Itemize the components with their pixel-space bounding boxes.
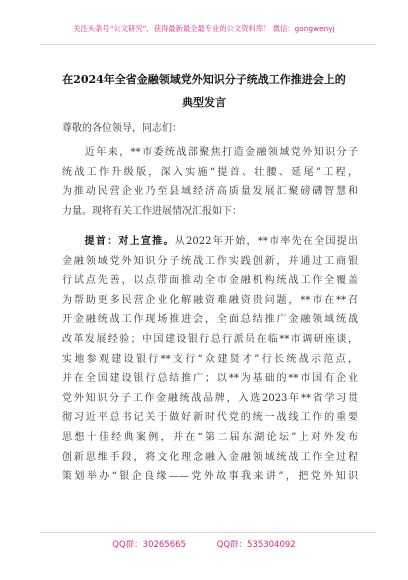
paragraph-line: 金融领域党外知识分子统战工作实践创新，并通过工商银 (62, 255, 358, 267)
footer-qq-group-1: QQ群：30265665 (112, 540, 186, 550)
section-lead: 提首：对上宣推。 (84, 236, 175, 247)
paragraph-line: 开金融统战工作现场推进会，全面总结推广金融领域统战 (62, 314, 358, 326)
paragraph-line: 实地参观建设银行**支行“众建贤才”行长统战示范点， (62, 353, 358, 365)
paragraph-text: 从2022年开始，**市率先在全国提出 (174, 236, 358, 247)
footer-contact (0, 538, 408, 550)
paragraph-line: 策划举办“银企良缘——党外故事我来讲”，把党外知识 (62, 471, 358, 483)
paragraph-line: 统战工作升级版，深入实施“提首、壮腰、延尾”工程， (62, 166, 358, 178)
paragraph-line: 力量。现将有关工作进展情况汇报如下： (62, 205, 242, 217)
document-title-line-2: 典型发言 (182, 96, 226, 109)
paragraph-line: 近年来，**市委统战部聚焦打造金融领域党外知识分子 (62, 147, 358, 158)
paragraph-line: 并在全国建设银行总结推广；以**为基础的**市国有企业 (62, 373, 358, 385)
paragraph-line: 彻习近平总书记关于做好新时代党的统一战线工作的重要 (62, 412, 358, 424)
document-title-line-1: 在2024年全省金融领域党外知识分子统战工作推进会上的 (62, 73, 346, 86)
paragraph-line: 为推动民营企业乃至县域经济高质量发展汇聚磅礴智慧和 (62, 186, 358, 198)
header-divider (40, 44, 376, 45)
paragraph-line: 党外知识分子工作金融统战品牌，入选2023年**省学习贯 (62, 392, 358, 404)
paragraph-line (62, 232, 358, 252)
paragraph-line: 为帮助更多民营企业化解融资难融资贵问题，**市在**召 (62, 294, 358, 306)
footer-qq-group-2: QQ群：535304092 (216, 540, 296, 550)
paragraph-line: 创新思维手段，将文化理念融入金融领域统战工作全过程 (62, 451, 358, 463)
paragraph-line: 行试点先善，以点带面推动全市金融机构统战工作全覆盖 (62, 275, 358, 287)
paragraph-tifirst (62, 232, 358, 487)
footer-divider (40, 532, 376, 533)
paragraph-line: 改革发展经验；中国建设银行总行派员在临**市调研座谈， (62, 333, 358, 345)
header-banner: 关注头条号“公文研究”，获得最新最全最专业的公文资料库！ 微信：gongwenyj (73, 24, 335, 33)
salutation: 尊敬的各位领导，同志们： (62, 123, 182, 134)
paragraph-intro (62, 143, 358, 221)
paragraph-line: 思想十佳经典案例，并在“第二届东湖论坛”上对外发布 (62, 431, 358, 443)
